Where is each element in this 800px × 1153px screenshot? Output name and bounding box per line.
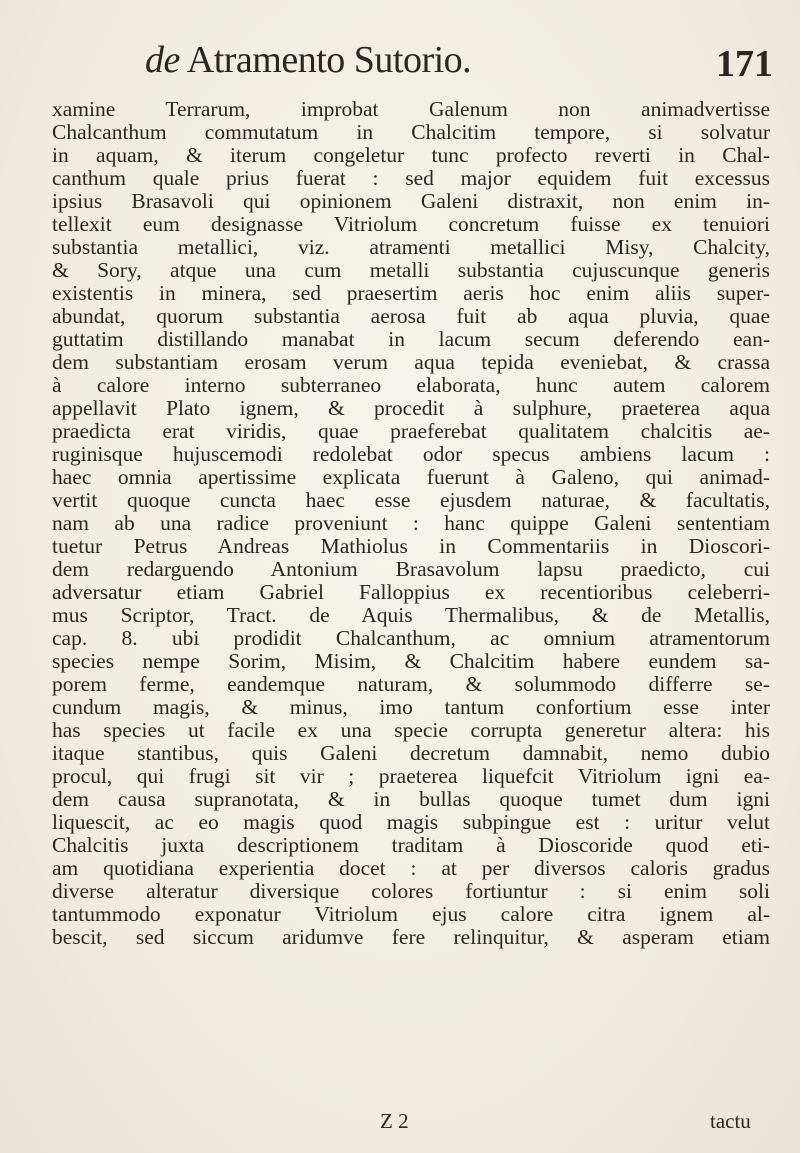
text-line: ipsius Brasavoli qui opinionem Galeni distraxit, non enim in- bbox=[52, 190, 770, 213]
text-line: cap. 8. ubi prodidit Chalcanthum, ac omnium atramentorum bbox=[52, 627, 770, 650]
text-line: ruginisque hujuscemodi redolebat odor specus ambiens lacum : bbox=[52, 443, 770, 466]
running-title-roman: Atramento Sutorio. bbox=[186, 39, 472, 81]
text-line: porem ferme, eandemque naturam, & solummodo differre se- bbox=[52, 673, 770, 696]
text-line: tellexit eum designasse Vitriolum concretum fuisse ex tenuiori bbox=[52, 213, 770, 236]
text-line: praedicta erat viridis, quae praeferebat qualitatem chalcitis ae- bbox=[52, 420, 770, 443]
text-line: am quotidiana experientia docet : at per diversos caloris gradus bbox=[52, 857, 770, 880]
text-line: dem substantiam erosam verum aqua tepida eveniebat, & crassa bbox=[52, 351, 770, 374]
text-line: has species ut facile ex una specie corrupta generetur altera: his bbox=[52, 719, 770, 742]
catchword: tactu bbox=[710, 1109, 751, 1133]
text-line: itaque stantibus, quis Galeni decretum damnabit, nemo dubio bbox=[52, 742, 770, 765]
text-line: haec omnia apertissime explicata fuerunt à Galeno, qui animad- bbox=[52, 466, 770, 489]
text-line: liquescit, ac eo magis quod magis subpingue est : uritur velut bbox=[52, 811, 770, 834]
text-line: à calore interno subterraneo elaborata, hunc autem calorem bbox=[52, 374, 770, 397]
text-line: & Sory, atque una cum metalli substantia cujuscunque generis bbox=[52, 259, 770, 282]
text-line: species nempe Sorim, Misim, & Chalcitim habere eundem sa- bbox=[52, 650, 770, 673]
text-line: adversatur etiam Gabriel Falloppius ex recentioribus celeberri- bbox=[52, 581, 770, 604]
text-line: tantummodo exponatur Vitriolum ejus calore citra ignem al- bbox=[52, 903, 770, 926]
text-line: guttatim distillando manabat in lacum secum deferendo ean- bbox=[52, 328, 770, 351]
text-line: abundat, quorum substantia aerosa fuit ab aqua pluvia, quae bbox=[52, 305, 770, 328]
text-line: nam ab una radice proveniunt : hanc quippe Galeni sententiam bbox=[52, 512, 770, 535]
running-title-italic: de bbox=[145, 39, 180, 81]
signature-mark: Z 2 bbox=[380, 1109, 409, 1133]
text-line: in aquam, & iterum congeletur tunc profecto reverti in Chal- bbox=[52, 144, 770, 167]
running-title bbox=[145, 38, 471, 82]
page-header bbox=[0, 34, 800, 94]
text-line: canthum quale prius fuerat : sed major equidem fuit excessus bbox=[52, 167, 770, 190]
text-line: existentis in minera, sed praesertim aeris hoc enim aliis super- bbox=[52, 282, 770, 305]
text-line: Chalcitis juxta descriptionem traditam à Dioscoride quod eti- bbox=[52, 834, 770, 857]
text-line: mus Scriptor, Tract. de Aquis Thermalibus, & de Metallis, bbox=[52, 604, 770, 627]
text-line: appellavit Plato ignem, & procedit à sulphure, praeterea aqua bbox=[52, 397, 770, 420]
text-line: substantia metallici, viz. atramenti metallici Misy, Chalcity, bbox=[52, 236, 770, 259]
text-line: bescit, sed siccum aridumve fere relinquitur, & asperam etiam bbox=[52, 926, 770, 949]
text-line: procul, qui frugi sit vir ; praeterea liquefcit Vitriolum igni ea- bbox=[52, 765, 770, 788]
text-line: dem causa supranotata, & in bullas quoque tumet dum igni bbox=[52, 788, 770, 811]
text-line: Chalcanthum commutatum in Chalcitim tempore, si solvatur bbox=[52, 121, 770, 144]
body-text bbox=[52, 98, 770, 949]
text-line: xamine Terrarum, improbat Galenum non animadvertisse bbox=[52, 98, 770, 121]
text-line: diverse alteratur diversique colores fortiuntur : si enim soli bbox=[52, 880, 770, 903]
text-line: tuetur Petrus Andreas Mathiolus in Commentariis in Dioscori- bbox=[52, 535, 770, 558]
text-line: vertit quoque cuncta haec esse ejusdem naturae, & facultatis, bbox=[52, 489, 770, 512]
text-line: cundum magis, & minus, imo tantum confortium esse inter bbox=[52, 696, 770, 719]
page-number: 171 bbox=[716, 43, 773, 85]
text-line: dem redarguendo Antonium Brasavolum lapsu praedicto, cui bbox=[52, 558, 770, 581]
